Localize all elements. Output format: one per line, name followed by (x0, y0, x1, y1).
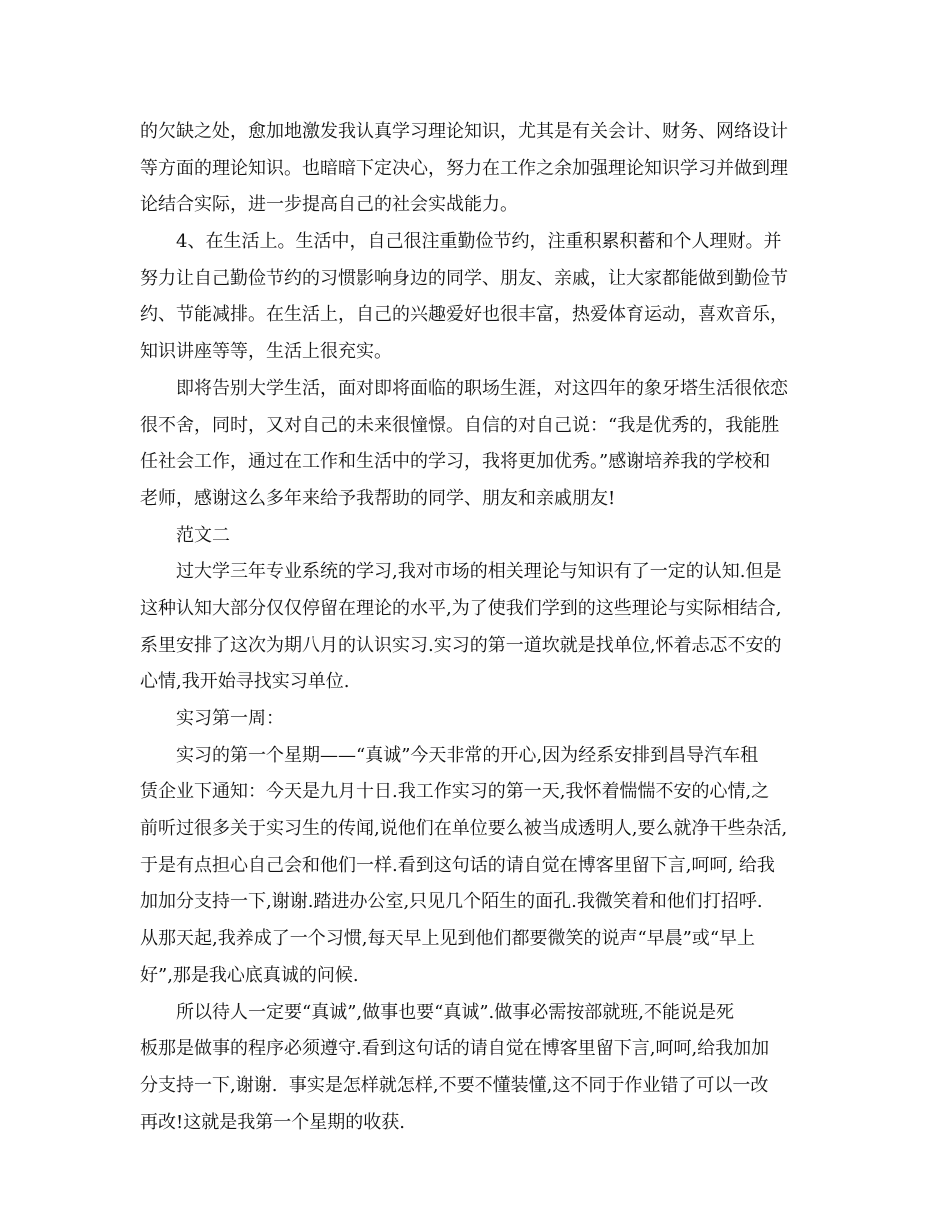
text-line: 分支持一下,谢谢. 事实是怎样就怎样,不要不懂装懂,这不同于作业错了可以一改 (140, 1074, 769, 1096)
text-line: 很不舍，同时，又对自己的未来很憧憬。自信的对自己说：“我是优秀的，我能胜 (140, 414, 780, 436)
text-line: 知识讲座等等，生活上很充实。 (140, 341, 392, 363)
text-line: 实习的第一个星期——“真诚”今天非常的开心,因为经系安排到昌导汽车租 (176, 744, 759, 766)
text-line: 所以待人一定要“真诚”,做事也要“真诚”.做事必需按部就班,不能说是死 (176, 1001, 734, 1023)
text-line: 加加分支持一下,谢谢.踏进办公室,只见几个陌生的面孔.我微笑着和他们打招呼. (140, 891, 763, 913)
text-line: 等方面的理论知识。也暗暗下定决心，努力在工作之余加强理论知识学习并做到理 (140, 157, 788, 179)
text-line: 板那是做事的程序必须遵守.看到这句话的请自觉在博客里留下言,呵呵,给我加加 (140, 1038, 770, 1060)
text-line: 从那天起,我养成了一个习惯,每天早上见到他们都要微笑的说声“早晨”或“早上 (140, 928, 756, 950)
document-body (140, 114, 820, 1141)
text-line: 老师，感谢这么多年来给予我帮助的同学、朋友和亲戚朋友! (140, 487, 616, 509)
text-line: 这种认知大部分仅仅停留在理论的水平,为了使我们学到的这些理论与实际相结合, (140, 597, 782, 619)
text-line: 于是有点担心自己会和他们一样.看到这句话的请自觉在博客里留下言,呵呵, 给我 (140, 854, 775, 876)
text-line: 任社会工作，通过在工作和生活中的学习，我将更加优秀。”感谢培养我的学校和 (140, 451, 771, 473)
text-line: 努力让自己勤俭节约的习惯影响身边的同学、朋友、亲戚，让大家都能做到勤俭节 (140, 267, 788, 289)
section-heading: 实习第一周： (176, 708, 284, 729)
text-line: 再改!这就是我第一个星期的收获. (140, 1111, 405, 1133)
text-line: 心情,我开始寻找实习单位. (140, 671, 350, 693)
text-line: 论结合实际，进一步提高自己的社会实战能力。 (140, 194, 518, 216)
text-line: 的欠缺之处，愈加地激发我认真学习理论知识，尤其是有关会计、财务、网络设计 (140, 121, 788, 142)
text-line: 即将告别大学生活，面对即将面临的职场生涯，对这四年的象牙塔生活很依恋 (176, 377, 788, 399)
text-line: 前听过很多关于实习生的传闻,说他们在单位要么被当成透明人,要么就净干些杂活, (140, 818, 788, 840)
text-line: 好”,那是我心底真诚的问候. (140, 964, 359, 986)
text-line: 系里安排了这次为期八月的认识实习.实习的第一道坎就是找单位,怀着忐忑不安的 (140, 634, 782, 656)
text-line: 赁企业下通知：今天是九月十日.我工作实习的第一天,我怀着惴惴不安的心情,之 (140, 781, 770, 803)
text-line: 过大学三年专业系统的学习,我对市场的相关理论与知识有了一定的认知.但是 (176, 561, 782, 583)
text-line: 4、在生活上。生活中，自己很注重勤俭节约，注重积累积蓄和个人理财。并 (176, 231, 782, 253)
text-line: 约、节能减排。在生活上，自己的兴趣爱好也很丰富，热爱体育运动，喜欢音乐， (140, 304, 788, 326)
section-heading: 范文二 (176, 524, 230, 546)
